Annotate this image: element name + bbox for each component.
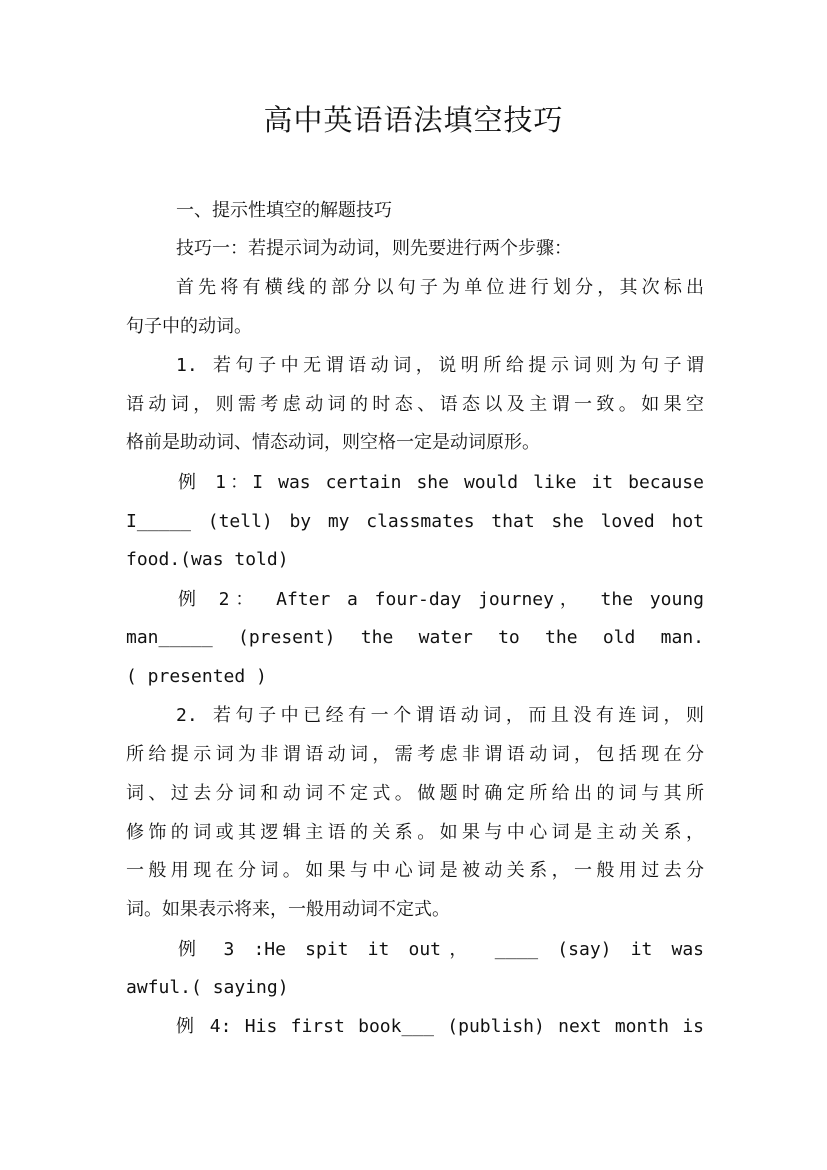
example-line: awful.( saying) <box>126 977 289 998</box>
document-title: 高中英语语法填空技巧 <box>263 103 564 137</box>
paragraph-line: 格前是助动词、情态动词，则空格一定是动词原形。 <box>126 432 540 453</box>
example-line: man_____ (present) the water to the old man. <box>126 627 704 648</box>
paragraph-line: 词。如果表示将来，一般用动词不定式。 <box>126 899 450 920</box>
paragraph-line: 语动词，则需考虑动词的时态、语态以及主谓一致。如果空 <box>126 394 704 415</box>
example-line: food.(was told) <box>126 549 289 570</box>
example-line: I_____ (tell) by my classmates that she loved hot <box>126 511 704 532</box>
paragraph-line: 词、过去分词和动词不定式。做题时确定所给出的词与其所 <box>126 783 704 804</box>
paragraph-line: 所给提示词为非谓语动词，需考虑非谓语动词，包括现在分 <box>126 744 704 765</box>
section-heading: 一、提示性填空的解题技巧 <box>176 200 392 221</box>
paragraph-line: 修饰的词或其逻辑主语的关系。如果与中心词是主动关系， <box>126 822 704 843</box>
example-line: 例 1：I was certain she would like it because <box>178 472 704 493</box>
example-line: 例 2： After a four-day journey， the young <box>178 589 704 610</box>
paragraph-line: 首先将有横线的部分以句子为单位进行划分，其次标出 <box>176 277 704 298</box>
example-line: ( presented ) <box>126 666 267 687</box>
example-line: 例 3 :He spit it out， ____ (say) it was <box>178 939 704 960</box>
paragraph-line: 2. 若句子中已经有一个谓语动词，而且没有连词，则 <box>176 705 704 726</box>
paragraph-line: 技巧一：若提示词为动词，则先要进行两个步骤： <box>176 238 572 259</box>
paragraph-line: 一般用现在分词。如果与中心词是被动关系，一般用过去分 <box>126 860 704 881</box>
paragraph-line: 句子中的动词。 <box>126 316 252 337</box>
example-line: 例 4: His first book___ (publish) next month is <box>176 1016 704 1037</box>
paragraph-line: 1. 若句子中无谓语动词，说明所给提示词则为句子谓 <box>176 355 704 376</box>
